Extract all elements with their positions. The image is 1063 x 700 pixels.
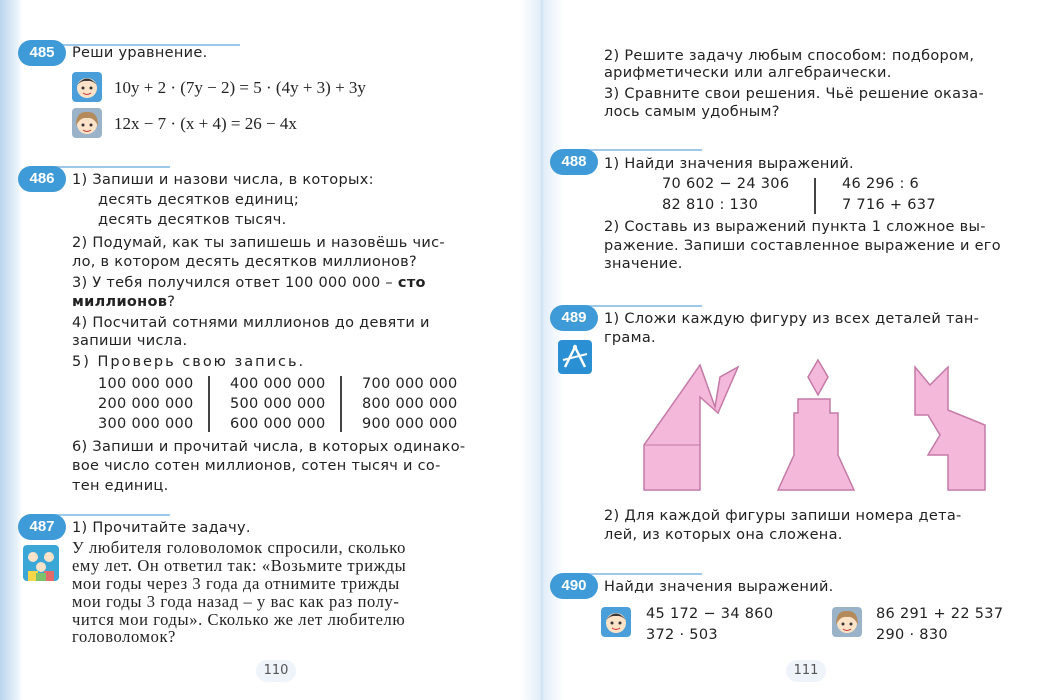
- task-490-line: Найди значения выражений.: [604, 579, 834, 595]
- number-list-item: 200 000 000: [98, 396, 194, 412]
- task-486-line: 1) Запиши и назови числа, в которых:: [72, 172, 374, 188]
- task-488-line: 2) Составь из выражений пункта 1 сложное вы-: [604, 219, 986, 235]
- task-486-line: 6) Запиши и прочитай числа, в которых одинако-: [72, 439, 466, 455]
- girl-face-icon: [72, 108, 102, 138]
- expression: 82 810 : 130: [662, 197, 759, 213]
- equation-2: 12x − 7 · (x + 4) = 26 − 4x: [114, 114, 297, 133]
- expression: 46 296 : 6: [842, 176, 920, 192]
- number-list-item: 100 000 000: [98, 376, 194, 392]
- expression: 290 · 830: [876, 627, 948, 643]
- task-486-line: вое число сотен миллионов, сотен тысяч и со-: [72, 458, 441, 474]
- expression: 45 172 − 34 860: [646, 606, 774, 622]
- task-486-line: 5) Проверь свою запись.: [72, 354, 306, 370]
- number-list-item: 300 000 000: [98, 416, 194, 432]
- task-486-line: [72, 292, 175, 312]
- task-487-cont-line: лось самым удобным?: [604, 104, 780, 120]
- task-489-line: 2) Для каждой фигуры запиши номера дета-: [604, 508, 962, 524]
- task-486-text: ?: [167, 294, 176, 310]
- expression: 7 716 + 637: [842, 197, 936, 213]
- column-separator: [340, 376, 342, 432]
- task-489-line: 1) Сложи каждую фигуру из всех деталей тан-: [604, 311, 980, 327]
- task-486-text: 3) У тебя получился ответ 100 000 000 –: [72, 275, 393, 291]
- task-486-line: тен единиц.: [72, 478, 169, 494]
- story-line: чится мои годы». Сколько же лет любителю: [72, 610, 406, 629]
- expression: 372 · 503: [646, 627, 718, 643]
- tangram-candle-body: [778, 399, 854, 490]
- task-486-line: ло, в котором десять десятков миллионов?: [72, 254, 417, 270]
- task-486-line: десять десятков единиц;: [98, 192, 300, 208]
- task-487-badge: 487: [18, 514, 66, 540]
- number-list-item: 500 000 000: [230, 396, 326, 412]
- tangram-cat-sitting: [644, 365, 738, 490]
- number-list-item: 400 000 000: [230, 376, 326, 392]
- page-number-right: 111: [786, 660, 826, 682]
- equation-1: 10y + 2 · (7y − 2) = 5 · (4y + 3) + 3y: [114, 78, 366, 97]
- number-list-item: 600 000 000: [230, 416, 326, 432]
- group-icon: [23, 545, 59, 581]
- task-486-line: [72, 273, 426, 293]
- left-page-edge: [0, 0, 22, 700]
- number-list-item: 700 000 000: [362, 376, 458, 392]
- task-486-line: запиши числа.: [72, 333, 188, 349]
- task-486-badge: 486: [18, 166, 66, 192]
- expression: 86 291 + 22 537: [876, 606, 1004, 622]
- tangram-candle: [808, 360, 828, 395]
- task-487-cont-line: 2) Решите задачу любым способом: подбором,: [604, 48, 975, 64]
- tangram-figures: [630, 355, 1000, 495]
- task-490-badge: 490: [550, 573, 598, 599]
- story-line: мои годы 3 года назад – у вас как раз полу-: [72, 592, 400, 611]
- task-486-line: 4) Посчитай сотнями миллионов до девяти и: [72, 315, 430, 331]
- task-486-line: десять десятков тысяч.: [98, 212, 287, 228]
- task-488-line: 1) Найди значения выражений.: [604, 156, 854, 172]
- story-line: У любителя головоломок спросили, сколько: [72, 538, 406, 557]
- story-line: мои годы через 3 года да отнимите трижды: [72, 574, 400, 593]
- task-489-line: лей, из которых она сложена.: [604, 527, 843, 543]
- bold-text: сто: [397, 275, 426, 291]
- task-487-cont-line: 3) Сравните свои решения. Чьё решение оказа-: [604, 86, 985, 102]
- task-486-line: 2) Подумай, как ты запишешь и назовёшь чис-: [72, 235, 445, 251]
- task-485-prompt: Реши уравнение.: [72, 45, 208, 61]
- expression: 70 602 − 24 306: [662, 176, 790, 192]
- number-list-item: 800 000 000: [362, 396, 458, 412]
- task-489-line: грама.: [604, 330, 656, 346]
- boy-face-icon: [601, 607, 631, 637]
- bold-text: миллионов: [72, 294, 168, 310]
- task-485-badge: 485: [18, 40, 66, 66]
- column-separator: [208, 376, 210, 432]
- boy-face-icon: [72, 72, 102, 102]
- number-list-item: 900 000 000: [362, 416, 458, 432]
- task-488-line: значение.: [604, 256, 683, 272]
- girl-face-icon: [832, 607, 862, 637]
- story-line: головоломок?: [72, 627, 176, 646]
- page-number-left: 110: [256, 660, 296, 682]
- column-separator: [814, 178, 816, 214]
- tangram-icon: [558, 340, 592, 374]
- task-488-line: ражение. Запиши составленное выражение и его: [604, 238, 1001, 254]
- task-487-line: 1) Прочитайте задачу.: [72, 520, 251, 536]
- task-487-cont-line: арифметически или алгебраически.: [604, 65, 892, 81]
- task-488-badge: 488: [550, 149, 598, 175]
- story-line: ему лет. Он ответил так: «Возьмите трижды: [72, 556, 407, 575]
- tangram-cat-standing: [915, 367, 985, 490]
- task-489-badge: 489: [550, 305, 598, 331]
